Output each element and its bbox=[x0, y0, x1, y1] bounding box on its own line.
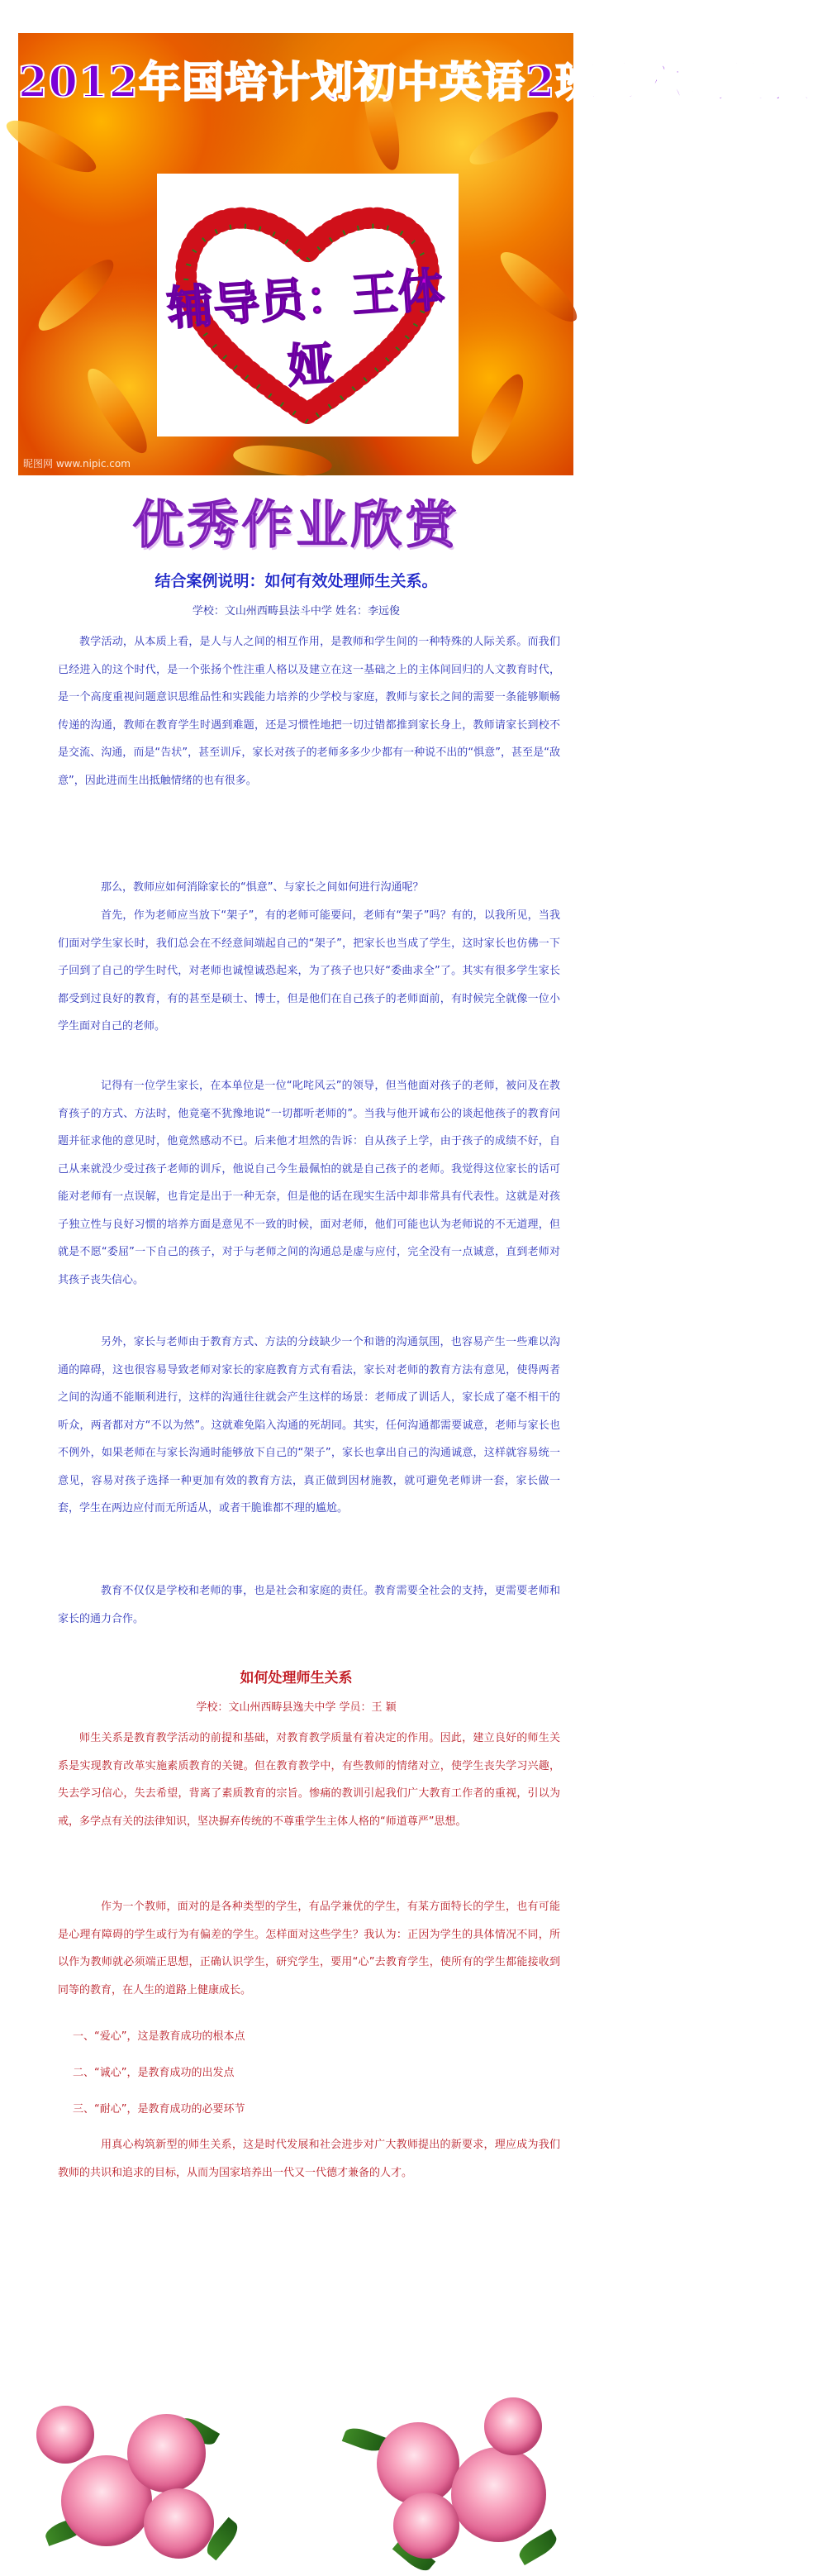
header-banner-image bbox=[18, 33, 813, 475]
article1-paragraph: 教育不仅仅是学校和老师的事，也是社会和家庭的责任。教育需要全社会的支持，更需要老师和家长的通力合作。 bbox=[58, 1585, 560, 1625]
rose-bouquet-left bbox=[36, 2397, 251, 2563]
article2-meta: 学校：文山州西畴县逸夫中学 学员：王 颖 bbox=[196, 1701, 397, 1714]
article1-paragraph: 首先，作为老师应当放下“架子”，有的老师可能要问，老师有“架子”吗？有的，以我所见，当我们面对学生家长时，我们总会在不经意间端起自己的“架子”，把家长也当成了学生，这时家长也仿佛一下子回到了自己的学生时代，对老师也诚惶诚恐起来，为了孩子也只好“委曲求全”了。其实有很多学生家长都受到过良好的教育，有的甚至是硕士、博士，但是他们在自己孩子的老师面前，有时候完全就像一位小学生面对自己的老师。 bbox=[58, 909, 560, 1033]
pink-roses-decoration bbox=[36, 2389, 559, 2575]
article2-paragraph: 师生关系是教育教学活动的前提和基础，对教育教学质量有着决定的作用。因此，建立良好的师生关系是实现教育改革实施素质教育的关键。但在教育教学中，有些教师的情绪对立，使学生丧失学习兴趣，失去学习信心，失去希望，背离了素质教育的宗旨。惨痛的教训引起我们广大教育工作者的重视，引以为戒，多学点有关的法律知识，坚决摒弃传统的不尊重学生主体人格的“师道尊严”思想。 bbox=[58, 1732, 560, 1828]
article1-paragraph: 教学活动，从本质上看，是人与人之间的相互作用，是教师和学生间的一种特殊的人际关系。而我们已经进入的这个时代，是一个张扬个性注重人格以及建立在这一基础之上的主体间回归的人文教育时代，是一个高度重视问题意识思维品性和实践能力培养的少学校与家庭，教师与家长之间的需要一条能够顺畅传递的沟通，教师在教育学生时遇到难题，还是习惯性地把一切过错都推到家长身上，教师请家长到校不是交流、沟通，而是“告状”，甚至训斥，家长对孩子的老师多多少少都有一种说不出的“惧意”，甚至是“敌意”，因此进而生出抵触情绪的也有很多。 bbox=[58, 636, 560, 787]
section-title: 优秀作业欣赏 bbox=[132, 494, 460, 555]
rose-heart-frame bbox=[157, 174, 459, 436]
article1-title: 结合案例说明：如何有效处理师生关系。 bbox=[155, 572, 438, 590]
list-item: 三、“耐心”，是教育成功的必要环节 bbox=[73, 2103, 245, 2116]
article1-paragraph: 另外，家长与老师由于教育方式、方法的分歧缺少一个和谐的沟通氛围，也容易产生一些难以沟通的障碍，这也很容易导致老师对家长的家庭教育方式有看法，家长对老师的教育方法有意见，使得两者之间的沟通不能顺利进行，这样的沟通往往就会产生这样的场景：老师成了训话人，家长成了毫不相干的听众，两者都对方“不以为然”。这就难免陷入沟通的死胡同。其实，任何沟通都需要诚意，老师与家长也不例外，如果老师在与家长沟通时能够放下自己的“架子”，家长也拿出自己的沟通诚意，这样就容易统一意见，容易对孩子选择一种更加有效的教育方法，真正做到因材施教，就可避免老师讲一套，家长做一套，学生在两边应付而无所适从，或者干脆谁都不理的尴尬。 bbox=[58, 1336, 560, 1515]
article1-meta: 学校：文山州西畴县法斗中学 姓名：李远俊 bbox=[192, 605, 401, 618]
list-item: 一、“爱心”，这是教育成功的根本点 bbox=[73, 2030, 245, 2043]
article1-paragraph: 记得有一位学生家长，在本单位是一位“叱咤风云”的领导，但当他面对孩子的老师，被问及在教育孩子的方式、方法时，他竟毫不犹豫地说“一切都听老师的”。当我与他开诚布公的谈起他孩子的教育问题并征求他的意见时，他竟然感动不已。后来他才坦然的告诉：自从孩子上学，由于孩子的成绩不好，自己从来就没少受过孩子老师的训斥，他说自己今生最佩怕的就是自己孩子的老师。我觉得这位家长的话可能对老师有一点误解，也肯定是出于一种无奈，但是他的话在现实生活中却非常具有代表性。这就是对孩子独立性与良好习惯的培养方面是意见不一致的时候，面对老师，他们可能也认为老师说的不无道理，但就是不愿“委屈”一下自己的孩子，对于与老师之间的沟通总是虚与应付，完全没有一点诚意，直到老师对其孩子丧失信心。 bbox=[58, 1080, 560, 1286]
banner-title: 2012年国培计划初中英语2班第六期简报 bbox=[18, 58, 813, 107]
watermark: 昵图网 www.nipic.com bbox=[23, 458, 131, 470]
article2-title: 如何处理师生关系 bbox=[240, 1670, 353, 1686]
article2-closing: 用真心构筑新型的师生关系，这是时代发展和社会进步对广大教师提出的新要求，理应成为我们教师的共识和追求的目标，从而为国家培养出一代又一代德才兼备的人才。 bbox=[58, 2139, 560, 2179]
article2-paragraph: 作为一个教师，面对的是各种类型的学生，有品学兼优的学生，有某方面特长的学生，也有可能是心理有障碍的学生或行为有偏差的学生。怎样面对这些学生？我认为：正因为学生的具体情况不同，所以作为教师就必须端正思想，正确认识学生，研究学生，要用“心”去教育学生，使所有的学生都能接收到同等的教育，在人生的道路上健康成长。 bbox=[58, 1901, 560, 1996]
rose-bouquet-right bbox=[344, 2397, 559, 2563]
tutor-name: 辅导员：王体娅 bbox=[165, 262, 446, 394]
article1-paragraph: 那么，教师应如何消除家长的“惧意”、与家长之间如何进行沟通呢？ bbox=[101, 881, 424, 894]
list-item: 二、“诚心”，是教育成功的出发点 bbox=[73, 2067, 235, 2079]
